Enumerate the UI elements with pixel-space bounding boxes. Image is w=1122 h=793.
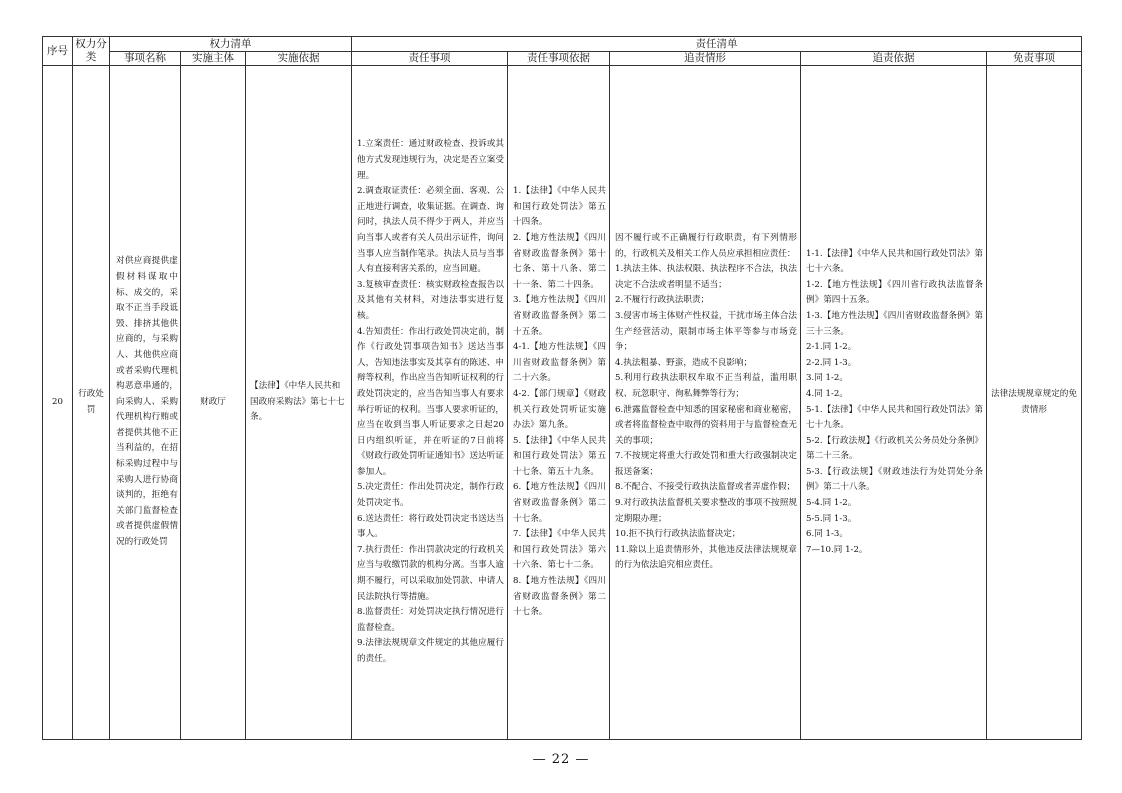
list-item: 6.同 1-3。 (806, 529, 848, 540)
header-responsibility-basis: 责任事项依据 (508, 52, 610, 66)
list-item: 1.【法律】《中华人民共和国行政处罚法》第五十四条。 (513, 186, 607, 228)
list-item: 1.立案责任：通过财政检查、投诉或其他方式发现违规行为，决定是否立案受理。 (357, 139, 505, 181)
list-item: 1-3.【地方性法规】《四川省财政监督条例》第三十三条。 (806, 310, 984, 337)
list-item: 4-2.【部门规章】《财政机关行政处罚听证实施办法》第九条。 (513, 388, 607, 431)
header-accountability-basis: 追责依据 (801, 52, 987, 66)
row-accountability-basis (801, 66, 987, 740)
row-subject: 财政厅 (181, 66, 246, 740)
list-item: 2-2.同 1-3。 (806, 357, 857, 368)
list-item: 9.对行政执法监督机关要求整改的事项不按照规定期限办理； (615, 498, 798, 524)
row-accountability (610, 66, 801, 740)
row-seq: 20 (43, 66, 73, 740)
header-subject: 实施主体 (181, 52, 246, 66)
header-exemptions: 免责事项 (987, 52, 1082, 66)
power-responsibility-table (42, 36, 1082, 740)
list-item: 3.复核审查责任：核实财政检查报告以及其他有关材料，对违法事实进行复核。 (357, 279, 505, 321)
header-responsibility-list: 责任清单 (352, 37, 1082, 52)
list-item: 4-1.【地方性法规】《四川省财政监督条例》第二十六条。 (513, 342, 607, 384)
header-seq: 序号 (43, 37, 73, 66)
row-basis: 【法律】《中华人民共和国政府采购法》第七十七条。 (246, 66, 352, 740)
list-item: 11.除以上追责情形外，其他违反法律法规规章的行为依法追究相应责任。 (615, 544, 798, 571)
row-responsibilities (352, 66, 508, 740)
list-item: 因不履行或不正确履行行政职责，有下列情形的，行政机关及相关工作人员应承担相应责任： (615, 232, 798, 259)
list-item: 6.泄露监督检查中知悉的国家秘密和商业秘密，或者将监督检查中取得的资料用于与监督检查无关的事项； (615, 404, 798, 446)
header-item-name: 事项名称 (110, 52, 181, 66)
header-power-type: 权力分类 (73, 37, 110, 66)
list-item: 1-2.【地方性法规】《四川省行政执法监督条例》第四十五条。 (806, 279, 984, 306)
header-power-list: 权力清单 (110, 37, 352, 52)
list-item: 3.同 1-2。 (806, 373, 848, 384)
list-item: 5.【法律】《中华人民共和国行政处罚法》第五十七条、第五十九条。 (513, 435, 607, 477)
list-item: 2.不履行行政执法职责； (615, 295, 710, 306)
list-item: 2.调查取证责任：必须全面、客观、公正地进行调查，收集证据。在调查、询问时，执法人员不得少于两人，并应当向当事人或者有关人员出示证件，询问当事人应当制作笔录。执法人员与当事人有直接利害关系的，应当回避。 (357, 186, 505, 275)
list-item: 5.决定责任：作出处罚决定，制作行政处罚决定书。 (357, 482, 505, 509)
row-responsibility-basis (508, 66, 610, 740)
list-item: 7.执行责任：作出罚款决定的行政机关应当与收缴罚款的机构分离。当事人逾期不履行，可以采取加处罚款、申请人民法院执行等措施。 (357, 544, 505, 602)
row-exemptions: 法律法规规章规定的免责情形 (987, 66, 1082, 740)
header-basis: 实施依据 (246, 52, 352, 66)
list-item: 5-4.同 1-2。 (806, 498, 857, 509)
list-item: 5-3.【行政法规】《财政违法行为处罚处分条例》第二十八条。 (806, 466, 984, 493)
list-item: 7.【法律】《中华人民共和国行政处罚法》第六十六条、第七十二条。 (513, 529, 607, 571)
header-accountability: 追责情形 (610, 52, 801, 66)
list-item: 10.拒不执行行政执法监督决定； (615, 529, 741, 540)
list-item: 1.执法主体、执法权限、执法程序不合法，执法决定不合法或者明显不适当； (615, 264, 798, 290)
list-item: 3.侵害市场主体财产性权益，干扰市场主体合法生产经营活动，限制市场主体平等参与市场竞争； (615, 310, 798, 353)
list-item: 2.【地方性法规】《四川省财政监督条例》第十七条、第十八条、第二十一条、第二十四条。 (513, 232, 607, 290)
list-item: 2-1.同 1-2。 (806, 342, 857, 353)
table-row (43, 66, 1082, 740)
list-item: 5-1.【法律】《中华人民共和国行政处罚法》第七十九条。 (806, 404, 984, 431)
list-item: 8.不配合、不接受行政执法监督或者弄虚作假； (615, 482, 796, 493)
page-number: — 22 — (532, 752, 590, 767)
header-responsibilities: 责任事项 (352, 52, 508, 66)
list-item: 5-5.同 1-3。 (806, 513, 857, 524)
row-item-name: 对供应商提供虚假材料谋取中标、成交的，采取不正当手段诋毁、排挤其他供应商的，与采购人、其他供应商或者采购代理机构恶意串通的，向采购人、采购代理机构行贿或者提供其他不正当利益的，在招标采购过程中与采购人进行协商谈判的，拒绝有关部门监督检查或者提供虚假情况的行政处罚 (110, 66, 181, 740)
list-item: 9.法律法规规章文件规定的其他应履行的责任。 (357, 638, 505, 664)
list-item: 7.不按规定将重大行政处罚和重大行政强制决定报送备案； (615, 451, 798, 477)
list-item: 5.利用行政执法职权牟取不正当利益，滥用职权、玩忽职守、徇私舞弊等行为； (615, 373, 798, 399)
list-item: 6.送达责任：将行政处罚决定书送达当事人。 (357, 513, 505, 540)
list-item: 5-2.【行政法规】《行政机关公务员处分条例》第二十三条。 (806, 435, 984, 462)
list-item: 8.【地方性法规】《四川省财政监督条例》第二十七条。 (513, 576, 607, 618)
list-item: 7—10.同 1-2。 (806, 544, 868, 555)
list-item: 4.告知责任：作出行政处罚决定前，制作《行政处罚事项告知书》送达当事人，告知违法事实及其享有的陈述、申辩等权利，作出应当告知听证权利的行政处罚决定的，应当告知当事人有要求举行听证的权利。当事人要求听证的，应当在收到当事人听证要求之日起20日内组织听证，并在听证的7日前将《财政行政处罚听证通知书》送达听证参加人。 (357, 326, 505, 477)
list-item: 8.监督责任：对处罚决定执行情况进行监督检查。 (357, 607, 505, 633)
list-item: 1-1.【法律】《中华人民共和国行政处罚法》第七十六条。 (806, 248, 984, 275)
row-power-type: 行政处罚 (73, 66, 110, 740)
list-item: 4.同 1-2。 (806, 388, 848, 399)
list-item: 4.执法粗暴、野蛮，造成不良影响； (615, 357, 753, 368)
list-item: 3.【地方性法规】《四川省财政监督条例》第二十五条。 (513, 295, 607, 337)
list-item: 6.【地方性法规】《四川省财政监督条例》第二十七条。 (513, 482, 607, 524)
